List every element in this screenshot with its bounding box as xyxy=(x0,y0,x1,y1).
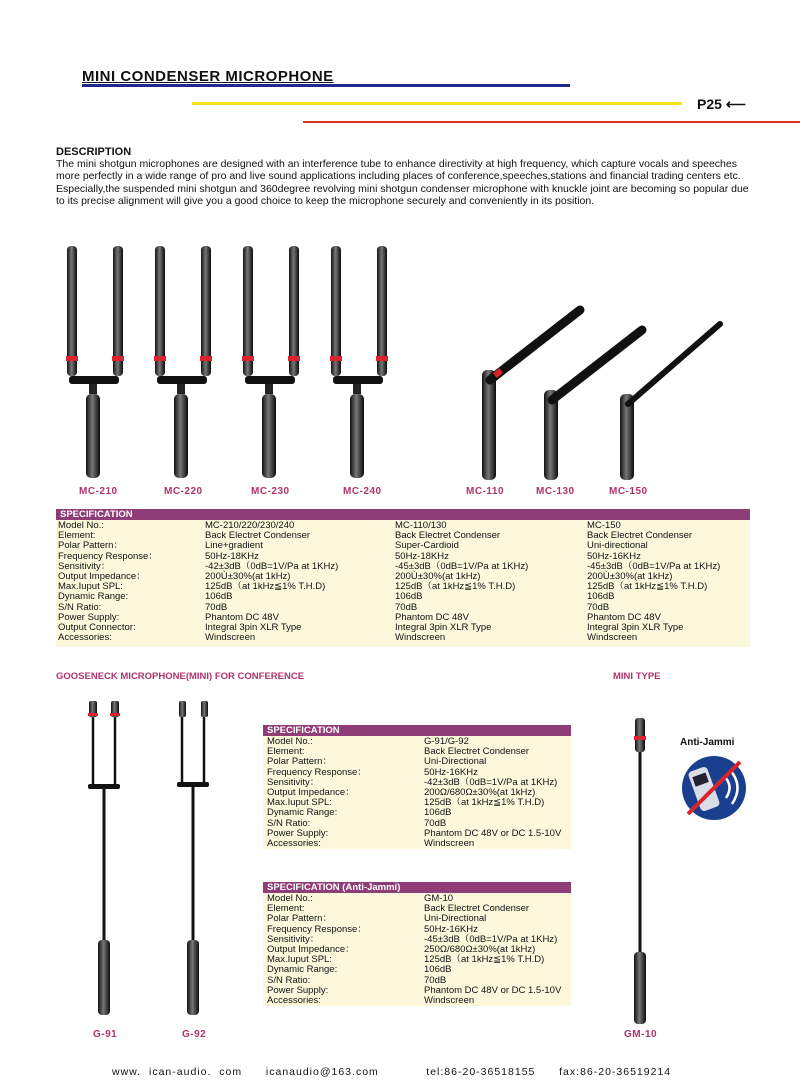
spec-cell: Windscreen xyxy=(424,838,475,850)
footer xyxy=(112,1066,671,1078)
footer-tel: tel:86-20-36518155 xyxy=(426,1066,536,1078)
spec-values xyxy=(424,894,561,1006)
footer-email[interactable]: icanaudio@163.com xyxy=(265,1066,379,1078)
anti-jammi-label: Anti-Jammi xyxy=(680,737,735,748)
spec-cell: Line+gradient xyxy=(205,540,263,552)
spec-cell: Max.Iuput SPL: xyxy=(58,581,123,593)
spec-table-gm-10 xyxy=(263,882,571,1006)
spec-cell: Element: xyxy=(58,530,96,542)
spec-cell: Phantom DC 48V or DC 1.5-10V xyxy=(424,984,562,996)
spec-values xyxy=(424,737,561,849)
spec-cell: Integral 3pin XLR Type xyxy=(587,622,684,634)
spec-cell: 200Ω/680Ω±30%(at 1kHz) xyxy=(424,787,536,799)
spec-cell: -45±3dB（0dB=1V/Pa at 1KHz) xyxy=(587,560,721,572)
spec-heading: SPECIFICATION xyxy=(263,725,571,736)
spec-cell: 125dB（at 1kHz≦1% T.H.D) xyxy=(395,581,516,593)
spec-cell: Integral 3pin XLR Type xyxy=(395,622,492,634)
spec-cell: 70dB xyxy=(424,817,447,829)
spec-cell: S/N Ratio: xyxy=(58,601,102,613)
spec-cell: 50Hz-18KHz xyxy=(395,550,449,562)
spec-cell: Power Supply: xyxy=(267,984,329,996)
spec-cell: Max.Iuput SPL: xyxy=(267,954,332,966)
spec-cell: Accessories: xyxy=(58,632,112,644)
spec-cell: 106dB xyxy=(395,591,423,603)
spec-cell: Accessories: xyxy=(267,995,321,1007)
spec-cell: Phantom DC 48V xyxy=(587,611,661,623)
spec-cell: Windscreen xyxy=(395,632,446,644)
header-red-line xyxy=(303,121,800,123)
arrow-left-icon: ⟵ xyxy=(725,96,746,112)
spec-cell: Back Electret Condenser xyxy=(587,530,693,542)
spec-cell: 106dB xyxy=(424,807,452,819)
g-91-microphone-image xyxy=(70,695,140,1025)
footer-fax: fax:86-20-36519214 xyxy=(559,1066,672,1078)
spec-labels xyxy=(267,894,367,1006)
spec-cell: Dynamic Range: xyxy=(58,591,129,603)
spec-cell: Model No.: xyxy=(267,736,313,747)
spec-cell: 70dB xyxy=(424,974,447,986)
spec-table-mc xyxy=(56,509,750,647)
spec-cell: Uni-Directional xyxy=(424,913,487,925)
spec-cell: 200Ù±30%(at 1kHz) xyxy=(395,571,481,583)
spec-cell: 106dB xyxy=(205,591,233,603)
product-label-mc-230: MC-230 xyxy=(251,486,290,497)
g-92-microphone-image xyxy=(160,695,230,1025)
product-label-mc-110: MC-110 xyxy=(466,486,505,497)
spec-labels xyxy=(267,737,367,849)
spec-cell: Max.Iuput SPL: xyxy=(267,797,332,809)
spec-cell: 106dB xyxy=(587,591,615,603)
spec-cell: -42±3dB（0dB=1V/Pa at 1KHz) xyxy=(205,560,339,572)
spec-cell: Uni-directional xyxy=(587,540,648,552)
spec-cell: Sensitivity： xyxy=(58,560,111,572)
spec-cell: 70dB xyxy=(205,601,228,613)
spec-cell: Accessories: xyxy=(267,838,321,850)
gooseneck-heading: GOOSENECK MICROPHONE(MINI) FOR CONFERENCE xyxy=(56,671,305,682)
spec-cell: Polar Pattern： xyxy=(267,756,332,768)
spec-cell: Sensitivity： xyxy=(267,776,320,788)
spec-col-mc-1xx xyxy=(395,521,528,643)
spec-cell: S/N Ratio: xyxy=(267,974,311,986)
spec-cell: 50Hz-16KHz xyxy=(424,766,478,778)
description-heading: DESCRIPTION xyxy=(56,146,132,158)
spec-col-mc-150 xyxy=(587,521,720,643)
spec-labels xyxy=(58,521,158,643)
spec-cell: Output Impedance： xyxy=(267,944,355,956)
spec-cell: 200Ù±30%(at 1kHz) xyxy=(205,571,291,583)
spec-heading: SPECIFICATION (Anti-Jammi) xyxy=(263,882,571,893)
footer-website[interactable]: www. ican-audio. com xyxy=(112,1066,243,1078)
spec-cell: Frequency Response： xyxy=(267,766,367,778)
spec-cell: Frequency Response： xyxy=(58,550,158,562)
product-label-mc-240: MC-240 xyxy=(343,486,382,497)
spec-cell: Phantom DC 48V xyxy=(395,611,469,623)
spec-cell: -45±3dB（0dB=1V/Pa at 1KHz) xyxy=(395,560,529,572)
spec-cell: 125dB（at 1kHz≦1% T.H.D) xyxy=(587,581,708,593)
spec-cell: 50Hz-16KHz xyxy=(424,923,478,935)
spec-cell: GM-10 xyxy=(424,893,454,904)
spec-cell: Output Impedance： xyxy=(58,571,146,583)
spec-cell: Dynamic Range: xyxy=(267,807,338,819)
spec-cell: Phantom DC 48V or DC 1.5-10V xyxy=(424,827,562,839)
spec-cell: Output Impedance： xyxy=(267,787,355,799)
spec-cell: Windscreen xyxy=(205,632,256,644)
spec-cell: -45±3dB（0dB=1V/Pa at 1KHz) xyxy=(424,933,558,945)
product-label-g-91: G-91 xyxy=(93,1029,118,1040)
header-yellow-line xyxy=(192,102,682,105)
description-text: The mini shotgun microphones are designed with an interference tube to enhance directivity at high frequency, which capture vocals and speeches more perfectly in a wide range of pro and live sound applications including places of conference,speeches,stations and financial trading centers etc. Especially,the suspended mini shotgun and 360degree revolving mini shotgun condenser microphone with knuckle joint are becoming so popular due to its precise alignment will give you a good choice to keep the microphone securely and conveniently in its position. xyxy=(56,158,749,208)
spec-cell: Back Electret Condenser xyxy=(424,746,530,758)
spec-cell: Power Supply: xyxy=(267,827,329,839)
spec-cell: Back Electret Condenser xyxy=(395,530,501,542)
spec-cell: 125dB（at 1kHz≦1% T.H.D) xyxy=(424,954,545,966)
spec-cell: MC-110/130 xyxy=(395,520,447,531)
spec-cell: Polar Pattern： xyxy=(58,540,123,552)
spec-cell: Dynamic Range: xyxy=(267,964,338,976)
spec-cell: Model No.: xyxy=(267,893,313,904)
spec-cell: 106dB xyxy=(424,964,452,976)
spec-cell: 70dB xyxy=(395,601,418,613)
spec-cell: 70dB xyxy=(587,601,610,613)
product-label-mc-210: MC-210 xyxy=(79,486,118,497)
spec-cell: Element: xyxy=(267,903,305,915)
spec-cell: -42±3dB（0dB=1V/Pa at 1KHz) xyxy=(424,776,558,788)
product-label-mc-150: MC-150 xyxy=(609,486,648,497)
product-label-mc-130: MC-130 xyxy=(536,486,575,497)
spec-cell: 200Ù±30%(at 1kHz) xyxy=(587,571,673,583)
spec-cell: 250Ω/680Ω±30%(at 1kHz) xyxy=(424,944,536,956)
spec-table-g9x xyxy=(263,725,571,849)
spec-cell: S/N Ratio: xyxy=(267,817,311,829)
spec-col-mc-2xx xyxy=(205,521,338,643)
page-number: P25 ⟵ xyxy=(697,96,746,112)
spec-cell: 50Hz-16KHz xyxy=(587,550,641,562)
product-label-g-92: G-92 xyxy=(182,1029,207,1040)
spec-cell: Uni-Directional xyxy=(424,756,487,768)
spec-cell: Model No.: xyxy=(58,520,104,531)
spec-cell: Element: xyxy=(267,746,305,758)
mini-type-label: MINI TYPE xyxy=(613,671,661,682)
spec-cell: Back Electret Condenser xyxy=(424,903,530,915)
spec-heading: SPECIFICATION xyxy=(56,509,750,520)
spec-cell: Frequency Response： xyxy=(267,923,367,935)
gm-10-microphone-image xyxy=(620,712,660,1028)
spec-cell: Polar Pattern： xyxy=(267,913,332,925)
spec-cell: Integral 3pin XLR Type xyxy=(205,622,302,634)
product-label-gm-10: GM-10 xyxy=(624,1029,658,1040)
mc-1xx-microphones-image xyxy=(460,300,760,485)
mc-2xx-microphones-image xyxy=(55,238,415,486)
anti-jammi-phone-icon xyxy=(674,754,754,822)
spec-cell: 50Hz-18KHz xyxy=(205,550,259,562)
spec-cell: MC-150 xyxy=(587,520,621,531)
spec-cell: 125dB（at 1kHz≦1% T.H.D) xyxy=(205,581,326,593)
spec-cell: MC-210/220/230/240 xyxy=(205,520,295,531)
product-label-mc-220: MC-220 xyxy=(164,486,203,497)
spec-cell: Output Connector: xyxy=(58,622,136,634)
spec-cell: G-91/G-92 xyxy=(424,736,469,747)
spec-cell: Sensitivity： xyxy=(267,933,320,945)
spec-cell: Phantom DC 48V xyxy=(205,611,279,623)
spec-cell: Windscreen xyxy=(424,995,475,1007)
spec-cell: Power Supply: xyxy=(58,611,120,623)
spec-cell: Windscreen xyxy=(587,632,638,644)
page-title: MINI CONDENSER MICROPHONE xyxy=(82,68,334,85)
spec-cell: Super-Cardioid xyxy=(395,540,459,552)
spec-cell: Back Electret Condenser xyxy=(205,530,311,542)
spec-cell: 125dB（at 1kHz≦1% T.H.D) xyxy=(424,797,545,809)
